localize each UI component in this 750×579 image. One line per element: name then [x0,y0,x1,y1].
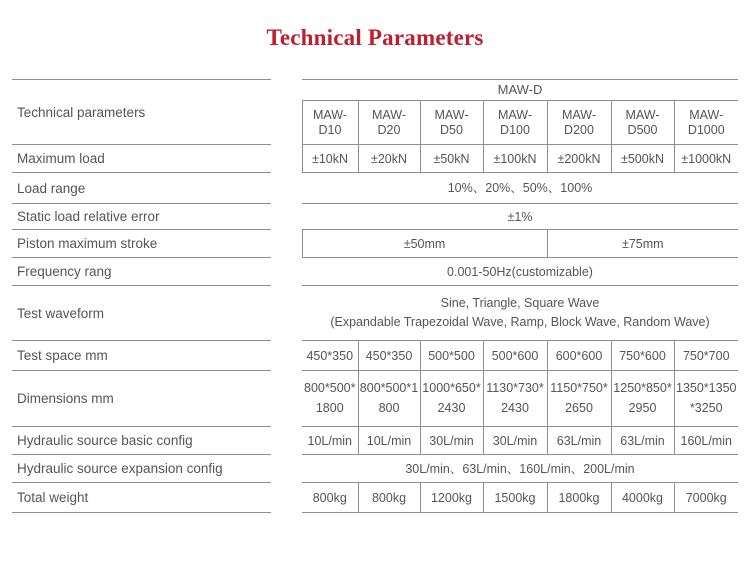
row-label-test-waveform: Test waveform [12,286,271,341]
static-load-error-value: ±1% [302,204,738,230]
total-weight-cell: 800kg [358,483,420,513]
table-row [12,341,738,371]
hydraulic-basic-cell: 160L/min [674,427,738,455]
group-header: MAW-D [302,80,738,101]
row-label-total-weight: Total weight [12,483,271,513]
column-gap [271,258,302,286]
page-title: Technical Parameters [266,25,484,50]
table-row [12,286,738,341]
row-label-frequency-rang: Frequency rang [12,258,271,286]
load-range-value: 10%、20%、50%、100% [302,173,738,204]
column-gap [271,286,302,341]
hydraulic-basic-cell: 63L/min [547,427,611,455]
column-gap [271,371,302,427]
corner-label: Technical parameters [12,80,271,145]
dimensions-cell: 1250*850*2950 [611,371,674,427]
dimensions-cell: 800*500*1800 [302,371,358,427]
column-gap [271,455,302,483]
total-weight-cell: 7000kg [674,483,738,513]
column-gap [271,341,302,371]
test-space-cell: 500*500 [420,341,483,371]
table-row [12,427,738,455]
hydraulic-expansion-value: 30L/min、63L/min、160L/min、200L/min [302,455,738,483]
hydraulic-basic-cell: 30L/min [483,427,547,455]
table-row [12,173,738,204]
maximum-load-cell: ±20kN [358,145,420,173]
maximum-load-cell: ±100kN [483,145,547,173]
test-space-cell: 500*600 [483,341,547,371]
row-label-load-range: Load range [12,173,271,204]
test-space-cell: 750*700 [674,341,738,371]
hydraulic-basic-cell: 10L/min [358,427,420,455]
table-row [12,258,738,286]
test-space-cell: 600*600 [547,341,611,371]
column-gap [271,80,302,145]
row-label-hydraulic-expansion-config: Hydraulic source expansion config [12,455,271,483]
row-label-maximum-load: Maximum load [12,145,271,173]
row-label-piston-maximum-stroke: Piston maximum stroke [12,230,271,258]
column-header-maw-d50: MAW-D50 [420,101,483,145]
maximum-load-cell: ±500kN [611,145,674,173]
column-header-maw-d10: MAW-D10 [302,101,358,145]
dimensions-cell: 800*500*1800 [358,371,420,427]
column-gap [271,173,302,204]
dimensions-cell: 1130*730*2430 [483,371,547,427]
table-row [12,483,738,513]
column-header-maw-d20: MAW-D20 [358,101,420,145]
table-row [12,145,738,173]
test-space-cell: 450*350 [358,341,420,371]
maximum-load-cell: ±200kN [547,145,611,173]
table-row [12,455,738,483]
parameters-table [12,79,738,513]
column-gap [271,145,302,173]
row-label-test-space: Test space mm [12,341,271,371]
row-label-dimensions: Dimensions mm [12,371,271,427]
column-gap [271,230,302,258]
maximum-load-cell: ±50kN [420,145,483,173]
hydraulic-basic-cell: 10L/min [302,427,358,455]
test-waveform-line-1: Sine, Triangle, Square Wave [440,295,600,310]
hydraulic-basic-cell: 30L/min [420,427,483,455]
hydraulic-basic-cell: 63L/min [611,427,674,455]
test-waveform-value [302,286,738,341]
column-gap [271,427,302,455]
test-space-cell: 750*600 [611,341,674,371]
total-weight-cell: 1200kg [420,483,483,513]
dimensions-cell: 1000*650*2430 [420,371,483,427]
maximum-load-cell: ±10kN [302,145,358,173]
table-row [12,371,738,427]
maximum-load-cell: ±1000kN [674,145,738,173]
frequency-range-value: 0.001-50Hz(customizable) [302,258,738,286]
table-row [12,204,738,230]
table-row [12,230,738,258]
column-header-maw-d500: MAW-D500 [611,101,674,145]
column-gap [271,204,302,230]
total-weight-cell: 1500kg [483,483,547,513]
column-header-maw-d100: MAW-D100 [483,101,547,145]
column-header-maw-d200: MAW-D200 [547,101,611,145]
row-label-static-load-relative-error: Static load relative error [12,204,271,230]
dimensions-cell: 1350*1350*3250 [674,371,738,427]
dimensions-cell: 1150*750*2650 [547,371,611,427]
test-waveform-line-2: (Expandable Trapezoidal Wave, Ramp, Block Wave, Random Wave) [330,315,710,330]
total-weight-cell: 1800kg [547,483,611,513]
test-space-cell: 450*350 [302,341,358,371]
total-weight-cell: 4000kg [611,483,674,513]
table-row [12,80,738,101]
piston-stroke-value-right: ±75mm [547,230,738,258]
column-gap [271,483,302,513]
total-weight-cell: 800kg [302,483,358,513]
row-label-hydraulic-basic-config: Hydraulic source basic config [12,427,271,455]
column-header-maw-d1000: MAW-D1000 [674,101,738,145]
piston-stroke-value-left: ±50mm [302,230,547,258]
